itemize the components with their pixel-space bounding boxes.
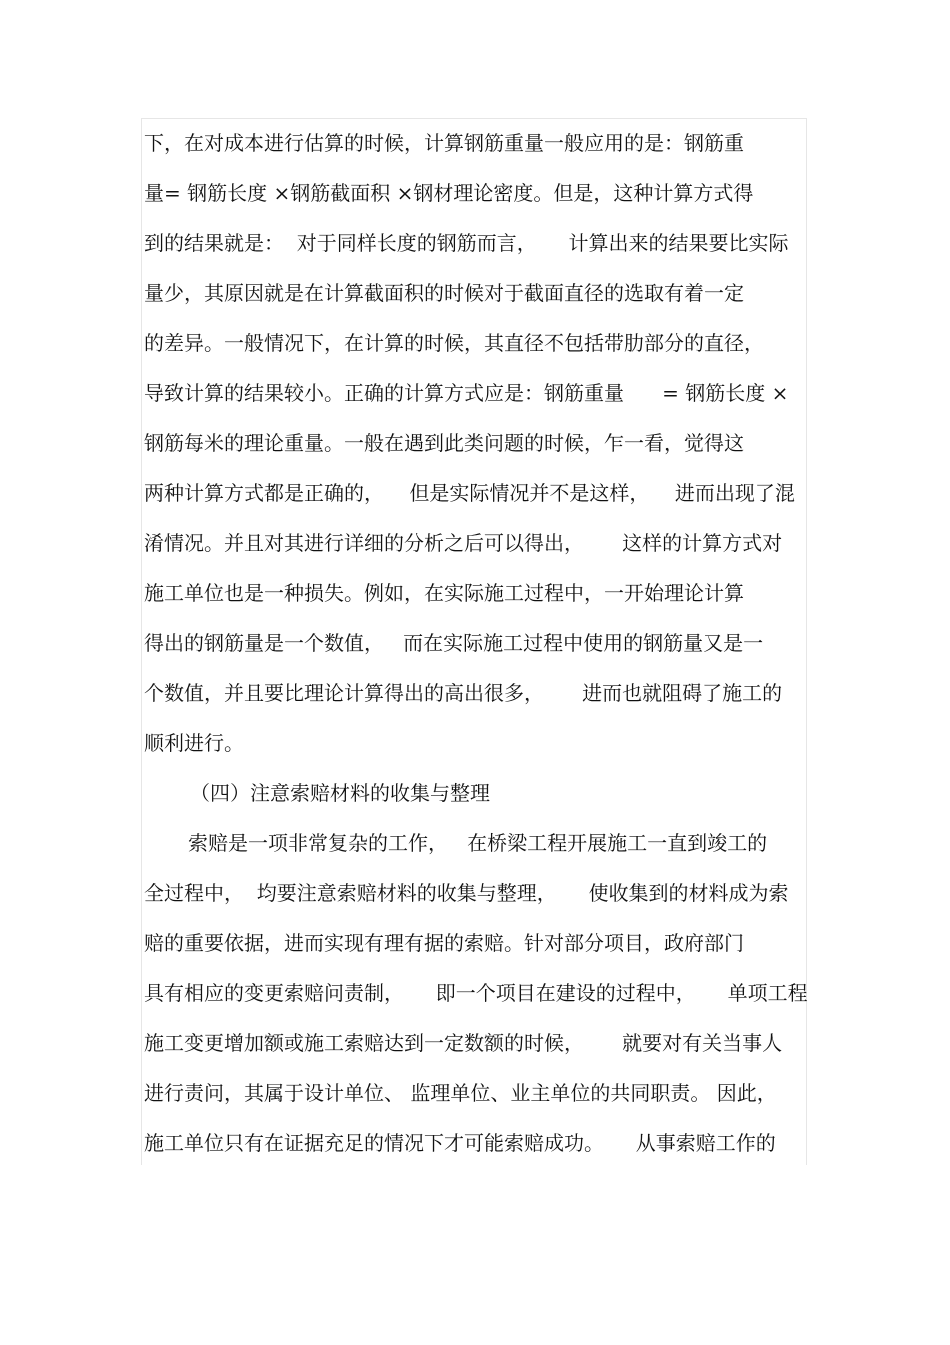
text-line-9: 淆情况。并且对其进行详细的分析之后可以得出， 这样的计算方式对 bbox=[144, 531, 783, 555]
text-line-10: 施工单位也是一种损失。例如，在实际施工过程中，一开始理论计算 bbox=[144, 581, 744, 605]
para2-line-6: 进行责问，其属于设计单位、 监理单位、业主单位的共同职责。 因此， bbox=[144, 1081, 777, 1105]
text-line-3: 到的结果就是： 对于同样长度的钢筋而言， 计算出来的结果要比实际 bbox=[144, 231, 789, 255]
para2-line-5: 施工变更增加额或施工索赔达到一定数额的时候， 就要对有关当事人 bbox=[144, 1031, 783, 1055]
text-line-2: 量= 钢筋长度 ×钢筋截面积 ×钢材理论密度。但是，这种计算方式得 bbox=[144, 181, 754, 205]
text-line-5: 的差异。一般情况下，在计算的时候，其直径不包括带肋部分的直径， bbox=[144, 331, 764, 355]
text-line-13: 顺利进行。 bbox=[144, 731, 244, 755]
para2-line-3: 赔的重要依据，进而实现有理有据的索赔。针对部分项目，政府部门 bbox=[144, 931, 744, 955]
para2-line-1: 索赔是一项非常复杂的工作， 在桥梁工程开展施工一直到竣工的 bbox=[188, 831, 768, 855]
text-line-4: 量少，其原因就是在计算截面积的时候对于截面直径的选取有着一定 bbox=[144, 281, 744, 305]
text-line-11: 得出的钢筋量是一个数值， 而在实际施工过程中使用的钢筋量又是一 bbox=[144, 631, 764, 655]
text-line-1: 下，在对成本进行估算的时候，计算钢筋重量一般应用的是：钢筋重 bbox=[144, 131, 744, 155]
para2-line-2: 全过程中， 均要注意索赔材料的收集与整理， 使收集到的材料成为索 bbox=[144, 881, 789, 905]
text-line-8: 两种计算方式都是正确的， 但是实际情况并不是这样， 进而出现了混 bbox=[144, 481, 795, 505]
para2-line-7: 施工单位只有在证据充足的情况下才可能索赔成功。 从事索赔工作的 bbox=[144, 1131, 776, 1155]
text-line-12: 个数值，并且要比理论计算得出的高出很多， 进而也就阻碍了施工的 bbox=[144, 681, 783, 705]
document-body bbox=[144, 118, 814, 1168]
text-line-7: 钢筋每米的理论重量。一般在遇到此类问题的时候，乍一看，觉得这 bbox=[144, 431, 744, 455]
para2-line-4: 具有相应的变更索赔问责制， 即一个项目在建设的过程中， 单项工程 bbox=[144, 981, 808, 1005]
text-line-6: 导致计算的结果较小。正确的计算方式应是：钢筋重量 = 钢筋长度 × bbox=[144, 381, 789, 405]
section-heading: （四）注意索赔材料的收集与整理 bbox=[190, 781, 490, 805]
